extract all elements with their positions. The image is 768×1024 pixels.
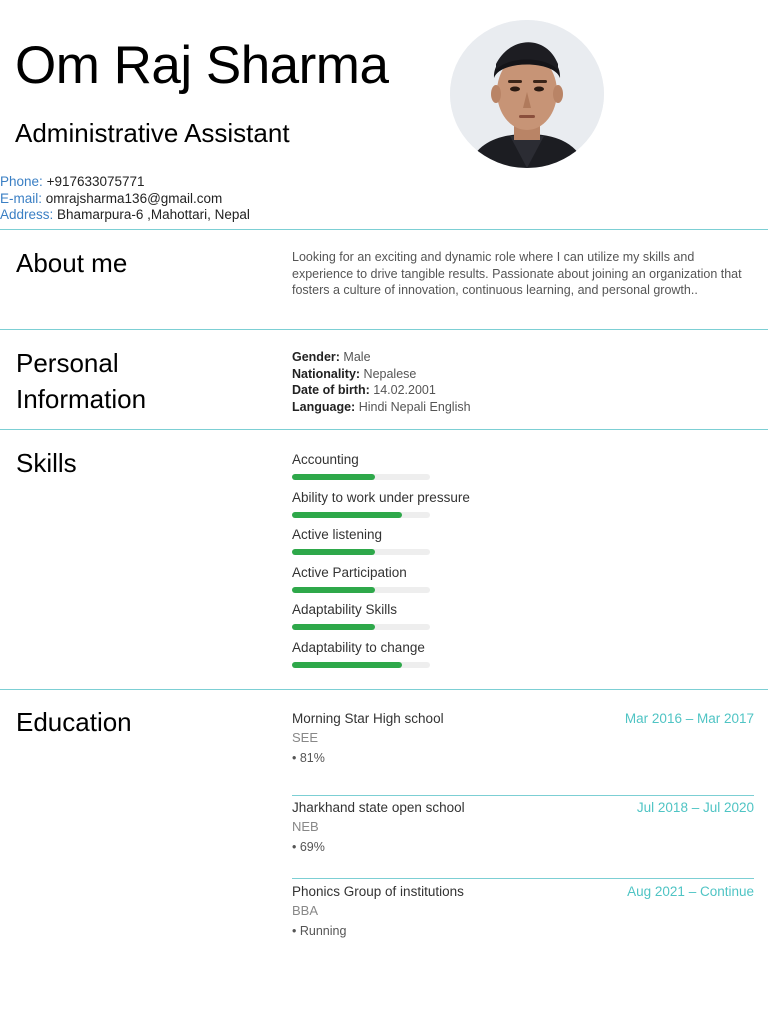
skill-item [292,526,592,564]
email-label: E-mail: [0,190,43,206]
skill-bar-fill [292,624,375,630]
dob-label: Date of birth: [292,383,370,397]
skill-name: Adaptability Skills [292,602,398,617]
skill-item [292,489,592,527]
skill-name: Accounting [292,452,359,467]
skill-name: Active listening [292,527,383,542]
edu-note: • Running [292,924,347,938]
edu-note: • 69% [292,840,325,854]
edu-school: Morning Star High school [292,711,444,726]
dob-row [292,382,471,399]
nationality-row [292,366,471,383]
skill-bar-track [292,549,430,555]
skill-bar-track [292,662,430,668]
edu-dates: Jul 2018 – Jul 2020 [636,800,754,815]
section-divider [0,689,768,690]
language-label: Language: [292,399,356,414]
edu-note: • 81% [292,751,325,765]
edu-degree: SEE [292,730,319,745]
gender-label: Gender: [292,350,340,364]
contact-email [0,191,250,208]
skill-item [292,564,592,602]
language-row [292,399,471,416]
education-separator [292,795,754,796]
profile-photo [450,20,604,168]
dob-value: 14.02.2001 [373,383,436,397]
edu-school: Jharkhand state open school [292,800,465,815]
edu-school: Phonics Group of institutions [292,884,464,899]
candidate-name: Om Raj Sharma [15,36,389,95]
personal-info-list [292,349,471,415]
skill-bar-fill [292,662,402,668]
phone-label: Phone: [0,174,43,189]
skill-name: Ability to work under pressure [292,489,470,505]
edu-degree: BBA [292,903,319,918]
skill-bar-fill [292,587,375,593]
address-label: Address: [0,207,54,222]
skill-bar-fill [292,474,375,480]
education-separator [292,878,754,879]
resume-header [0,0,768,230]
job-title: Administrative Assistant [15,118,290,148]
section-divider [0,229,768,230]
skills-title: Skills [16,448,77,478]
gender-value: Male [343,350,371,364]
edu-dates: Aug 2021 – Continue [627,884,754,899]
personal-info-title-line2: Information [16,384,147,414]
nationality-label: Nationality: [292,366,361,381]
skill-item [292,601,592,639]
personal-info-title [16,345,146,417]
language-value: Hindi Nepali English [358,399,471,414]
skill-bar-track [292,474,430,480]
section-divider [0,329,768,330]
skill-item [292,451,592,489]
address-value: Bhamarpura-6 ,Mahottari, Nepal [57,207,250,222]
section-divider [0,429,768,430]
about-text: Looking for an exciting and dynamic role where I can utilize my skills and experience to drive tangible results. Passionate about joining an organization that fosters a culture of innovation, continuous learning, and personal growth.. [292,250,742,297]
education-title: Education [16,707,132,737]
skill-bar-track [292,587,430,593]
skill-item [292,639,592,677]
profile-photo-image [450,20,604,168]
email-value: omrajsharma136@gmail.com [45,190,223,206]
nationality-value: Nepalese [363,366,417,381]
about-title: About me [16,248,128,278]
phone-value: +917633075771 [46,174,145,189]
skill-bar-fill [292,549,375,555]
contact-phone [0,174,250,191]
edu-degree: NEB [292,819,319,834]
contact-address [0,207,250,224]
skill-name: Adaptability to change [292,639,425,655]
skills-list [292,451,592,676]
skill-name: Active Participation [292,564,407,580]
personal-info-title-line1: Personal [16,348,119,378]
contact-block [0,174,250,224]
skill-bar-track [292,512,430,518]
gender-row [292,349,471,366]
edu-dates: Mar 2016 – Mar 2017 [624,711,754,726]
skill-bar-fill [292,512,402,518]
skill-bar-track [292,624,430,630]
